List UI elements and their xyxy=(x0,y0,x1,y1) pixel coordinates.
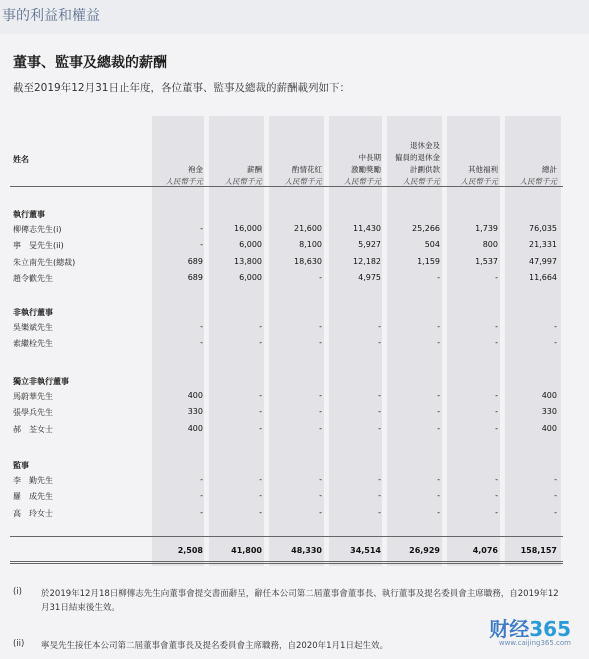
person-name: 郝 荃女士 xyxy=(13,424,53,434)
cell-value: - xyxy=(554,475,557,484)
cell-value: - xyxy=(319,338,322,348)
header-rule xyxy=(10,186,563,187)
cell-value: - xyxy=(200,338,203,348)
person-name: 吳樂斌先生 xyxy=(13,323,53,332)
total-value: 34,514 xyxy=(350,546,381,555)
total-top-rule xyxy=(10,536,563,537)
partial-title: 事的利益和權益 xyxy=(2,8,100,24)
group-label: 獨立非執行董事 xyxy=(13,377,69,386)
column-unit: 人民幣千元 xyxy=(165,177,203,186)
cell-value: - xyxy=(200,491,203,501)
watermark-logo xyxy=(489,613,571,647)
person-name: 張學兵先生 xyxy=(13,408,53,418)
cell-value: - xyxy=(319,273,322,283)
cell-value: 25,266 xyxy=(412,224,440,233)
person-name: 朱立南先生(總裁) xyxy=(13,257,76,267)
cell-value: - xyxy=(437,273,440,283)
cell-value: - xyxy=(437,507,440,517)
table-row xyxy=(0,273,589,285)
person-name: 趙令歡先生 xyxy=(13,274,53,284)
cell-value: 4,975 xyxy=(358,273,381,283)
cell-value: - xyxy=(200,224,203,233)
cell-value: 8,100 xyxy=(299,240,322,250)
cell-value: 6,000 xyxy=(239,273,262,283)
column-unit: 人民幣千元 xyxy=(402,177,440,186)
footnote-text: 寧旻先生接任本公司第二屆董事會董事長及提名委員會主席職務，自2020年1月1日起生效。 xyxy=(41,641,388,651)
cell-value: - xyxy=(259,423,262,433)
person-name: 羅 成先生 xyxy=(13,492,53,502)
cell-value: 76,035 xyxy=(529,224,557,233)
cell-value: - xyxy=(319,322,322,331)
brand-a: 财经 xyxy=(489,617,530,641)
total-bottom-rule xyxy=(10,561,563,562)
cell-value: - xyxy=(437,491,440,501)
cell-value: - xyxy=(259,338,262,348)
cell-value: - xyxy=(554,507,557,517)
cell-value: 16,000 xyxy=(234,224,262,233)
cell-value: - xyxy=(495,391,498,400)
column-label: 中長期 激勵獎勵 xyxy=(351,153,381,174)
cell-value: - xyxy=(259,391,262,400)
cell-value: 6,000 xyxy=(239,240,262,250)
total-value: 4,076 xyxy=(472,546,498,555)
table-row xyxy=(0,391,589,403)
cell-value: 11,430 xyxy=(353,224,381,233)
table-row xyxy=(0,475,589,487)
total-value: 41,800 xyxy=(231,546,262,555)
cell-value: 800 xyxy=(482,240,498,250)
cell-value: - xyxy=(200,475,203,484)
cell-value: - xyxy=(378,338,381,348)
cell-value: 330 xyxy=(187,407,203,417)
footnote-mark: (ii) xyxy=(13,639,25,649)
section-title: 董事、監事及總裁的薪酬 xyxy=(13,55,167,71)
table-row xyxy=(0,491,589,503)
column-unit: 人民幣千元 xyxy=(460,177,498,186)
cell-value: - xyxy=(437,423,440,433)
cell-value: - xyxy=(437,391,440,400)
cell-value: 400 xyxy=(187,391,203,400)
cell-value: - xyxy=(378,491,381,501)
column-label: 酌情花紅 xyxy=(292,165,322,174)
cell-value: 330 xyxy=(541,407,557,417)
cell-value: - xyxy=(319,507,322,517)
cell-value: - xyxy=(319,407,322,417)
table-row xyxy=(0,424,589,436)
cell-value: - xyxy=(495,273,498,283)
cell-value: - xyxy=(259,407,262,417)
table-row xyxy=(0,257,589,269)
table-row xyxy=(0,224,589,236)
footnote-text: 於2019年12月18日柳傳志先生向董事會提交書面辭呈，辭任本公司第二屆董事會董事長、執行董事及提名委員會主席職務，自2019年12月31日結束後生效。 xyxy=(41,589,559,613)
person-name: 李 勤先生 xyxy=(13,476,53,485)
name-header: 姓名 xyxy=(13,155,29,164)
total-value: 26,929 xyxy=(409,546,440,555)
column-label: 袍金 xyxy=(188,165,203,174)
table-row xyxy=(0,508,589,520)
column-unit: 人民幣千元 xyxy=(284,177,322,186)
cell-value: 1,159 xyxy=(417,256,440,266)
total-bottom-rule-2 xyxy=(10,563,563,564)
cell-value: - xyxy=(319,491,322,501)
cell-value: - xyxy=(554,322,557,331)
column-label: 薪酬 xyxy=(247,165,262,174)
cell-value: - xyxy=(378,407,381,417)
column-label: 總計 xyxy=(542,165,557,174)
page-header xyxy=(0,0,589,34)
footnote-mark: (i) xyxy=(13,587,22,597)
cell-value: - xyxy=(259,475,262,484)
table-row xyxy=(0,322,589,334)
total-value: 2,508 xyxy=(177,546,203,555)
cell-value: 5,927 xyxy=(358,240,381,250)
column-header xyxy=(477,164,557,188)
cell-value: - xyxy=(378,391,381,400)
cell-value: 689 xyxy=(187,256,203,266)
cell-value: - xyxy=(319,391,322,400)
total-value: 48,330 xyxy=(291,546,322,555)
cell-value: 1,537 xyxy=(475,256,498,266)
person-name: 索繼栓先生 xyxy=(13,339,53,349)
cell-value: 11,664 xyxy=(529,273,557,283)
cell-value: 400 xyxy=(541,423,557,433)
group-label: 非執行董事 xyxy=(13,308,53,317)
total-row xyxy=(0,546,589,558)
cell-value: - xyxy=(495,407,498,417)
column-label: 其他福利 xyxy=(468,165,498,174)
intro-text: 截至2019年12月31日止年度，各位董事、監事及總裁的薪酬載列如下： xyxy=(13,82,350,94)
cell-value: 18,630 xyxy=(294,256,322,266)
group-label: 監事 xyxy=(13,461,29,470)
cell-value: 689 xyxy=(187,273,203,283)
table-row xyxy=(0,407,589,419)
cell-value: - xyxy=(200,322,203,331)
brand-b: 365 xyxy=(529,617,571,641)
cell-value: 400 xyxy=(187,423,203,433)
table-row xyxy=(0,338,589,350)
total-value: 158,157 xyxy=(520,546,557,555)
cell-value: - xyxy=(495,491,498,501)
cell-value: - xyxy=(319,423,322,433)
column-label: 退休金及 僱員的退休金 計劃供款 xyxy=(395,141,440,174)
cell-value: 13,800 xyxy=(234,256,262,266)
cell-value: - xyxy=(200,507,203,517)
cell-value: - xyxy=(554,491,557,501)
cell-value: - xyxy=(495,507,498,517)
cell-value: - xyxy=(378,475,381,484)
person-name: 高 玲女士 xyxy=(13,508,53,518)
table-row xyxy=(0,240,589,252)
person-name: 馬蔚華先生 xyxy=(13,392,53,401)
cell-value: - xyxy=(437,407,440,417)
cell-value: - xyxy=(378,423,381,433)
column-unit: 人民幣千元 xyxy=(343,177,381,186)
cell-value: - xyxy=(495,322,498,331)
brand-domain: www.caijing365.com xyxy=(498,639,571,647)
cell-value: 504 xyxy=(424,240,440,250)
column-unit: 人民幣千元 xyxy=(519,177,557,186)
cell-value: 12,182 xyxy=(353,256,381,266)
cell-value: - xyxy=(437,338,440,348)
cell-value: - xyxy=(259,322,262,331)
cell-value: - xyxy=(319,475,322,484)
cell-value: - xyxy=(495,423,498,433)
cell-value: 21,600 xyxy=(294,224,322,233)
cell-value: - xyxy=(378,322,381,331)
group-label: 執行董事 xyxy=(13,210,45,219)
cell-value: 21,331 xyxy=(529,240,557,250)
cell-value: - xyxy=(437,475,440,484)
cell-value: - xyxy=(554,338,557,348)
cell-value: - xyxy=(378,507,381,517)
person-name: 寧 旻先生(ii) xyxy=(13,241,64,251)
column-unit: 人民幣千元 xyxy=(224,177,262,186)
cell-value: - xyxy=(259,491,262,501)
cell-value: - xyxy=(437,322,440,331)
cell-value: - xyxy=(259,507,262,517)
person-name: 柳傳志先生(i) xyxy=(13,225,62,234)
cell-value: - xyxy=(495,475,498,484)
cell-value: - xyxy=(200,240,203,250)
cell-value: 400 xyxy=(541,391,557,400)
cell-value: 1,739 xyxy=(475,224,498,233)
cell-value: - xyxy=(495,338,498,348)
cell-value: 47,997 xyxy=(529,256,557,266)
